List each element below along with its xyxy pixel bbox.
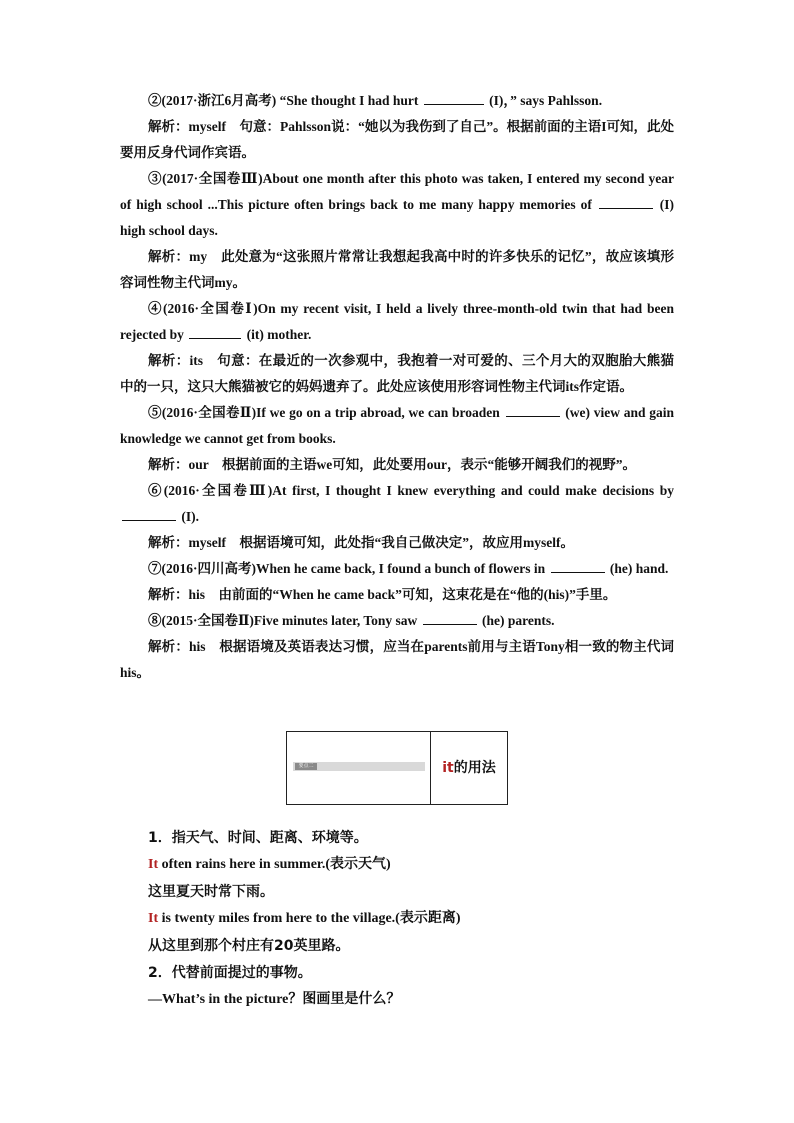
question-text: ⑧(2015·全国卷Ⅱ)Five minutes later, Tony saw bbox=[148, 613, 421, 628]
answer-blank bbox=[506, 403, 560, 417]
question-text: ⑥(2016·全国卷Ⅲ)At first, I thought I knew everything and could make decisions by bbox=[148, 483, 674, 498]
example-2-translation: 从这里到那个村庄有20英里路。 bbox=[148, 938, 350, 954]
section-title-keyword: it bbox=[442, 760, 454, 776]
explanation-8: 解析：his 根据语境及英语表达习惯，应当在parents前用与主语Tony相一致的物主代词his。 bbox=[120, 639, 674, 680]
explanation-6: 解析：myself 根据语境可知，此处指“我自己做决定”，故应用myself。 bbox=[148, 535, 574, 550]
explanation-3: 解析：my 此处意为“这张照片常常让我想起我高中时的许多快乐的记忆”，故应该填形容词性物主代词my。 bbox=[120, 249, 674, 290]
question-text: (he) parents. bbox=[478, 613, 555, 628]
question-text: (I) high school days. bbox=[120, 197, 674, 238]
question-2 bbox=[120, 88, 674, 114]
answer-blank bbox=[551, 559, 605, 573]
question-text: ③(2017·全国卷Ⅲ)About one month after this photo was taken, I entered my second year of high school ...This picture often brings back to me many happy memories of bbox=[120, 171, 674, 212]
example-keyword: It bbox=[148, 857, 159, 872]
exercise-list bbox=[120, 88, 674, 686]
question-4 bbox=[120, 296, 674, 348]
answer-blank bbox=[189, 325, 241, 339]
answer-blank bbox=[599, 195, 653, 209]
question-text: (he) hand. bbox=[606, 561, 669, 576]
question-8 bbox=[120, 608, 674, 634]
rule-1: 1．指天气、时间、距离、环境等。 bbox=[148, 830, 368, 846]
example-2 bbox=[148, 906, 708, 932]
explanation-5: 解析：our 根据前面的主语we可知，此处要用our，表示“能够开阔我们的视野”。 bbox=[148, 457, 636, 472]
question-text: ②(2017·浙江6月高考) “She thought I had hurt bbox=[148, 93, 422, 108]
question-text: ⑦(2016·四川高考)When he came back, I found a bunch of flowers in bbox=[148, 561, 549, 576]
example-1-translation: 这里夏天时常下雨。 bbox=[148, 884, 274, 900]
question-6 bbox=[120, 478, 674, 530]
question-7 bbox=[120, 556, 674, 582]
question-text: (I)，” says Pahlsson. bbox=[485, 93, 603, 108]
section-badge: 要点二 bbox=[295, 763, 317, 770]
rule-2: 2．代替前面提过的事物。 bbox=[148, 965, 312, 981]
explanation-7: 解析：his 由前面的“When he came back”可知，这束花是在“他的(his)”手里。 bbox=[148, 587, 617, 602]
example-keyword: It bbox=[148, 911, 159, 926]
section-title-text: 的用法 bbox=[453, 760, 496, 776]
question-text: (it) mother. bbox=[243, 327, 312, 342]
answer-blank bbox=[122, 507, 176, 521]
question-5 bbox=[120, 400, 674, 452]
question-3 bbox=[120, 166, 674, 244]
question-text: (I). bbox=[178, 509, 199, 524]
example-3: —What’s in the picture？图画里是什么？ bbox=[148, 992, 401, 1007]
answer-blank bbox=[424, 91, 484, 105]
question-text: ④(2016·全国卷Ⅰ)On my recent visit, I held a lively three-month-old twin that had been rejected by bbox=[120, 301, 674, 342]
question-text: ⑤(2016·全国卷Ⅱ)If we go on a trip abroad, we can broaden bbox=[148, 405, 504, 420]
example-text: often rains here in summer.(表示天气) bbox=[158, 857, 391, 872]
answer-blank bbox=[423, 611, 477, 625]
question-text: (we) view and gain knowledge we cannot get from books. bbox=[120, 405, 674, 446]
explanation-4: 解析：its 句意：在最近的一次参观中，我抱着一对可爱的、三个月大的双胞胎大熊猫中的一只，这只大熊猫被它的妈妈遗弃了。此处应该使用形容词性物主代词its作定语。 bbox=[120, 353, 674, 394]
example-text: is twenty miles from here to the village.(表示距离) bbox=[158, 911, 461, 926]
section-title bbox=[431, 732, 507, 804]
example-1 bbox=[148, 852, 708, 878]
explanation-2: 解析：myself 句意：Pahlsson说：“她以为我伤到了自己”。根据前面的主语I可知，此处要用反身代词作宾语。 bbox=[120, 119, 674, 160]
section-header-box bbox=[286, 731, 508, 805]
